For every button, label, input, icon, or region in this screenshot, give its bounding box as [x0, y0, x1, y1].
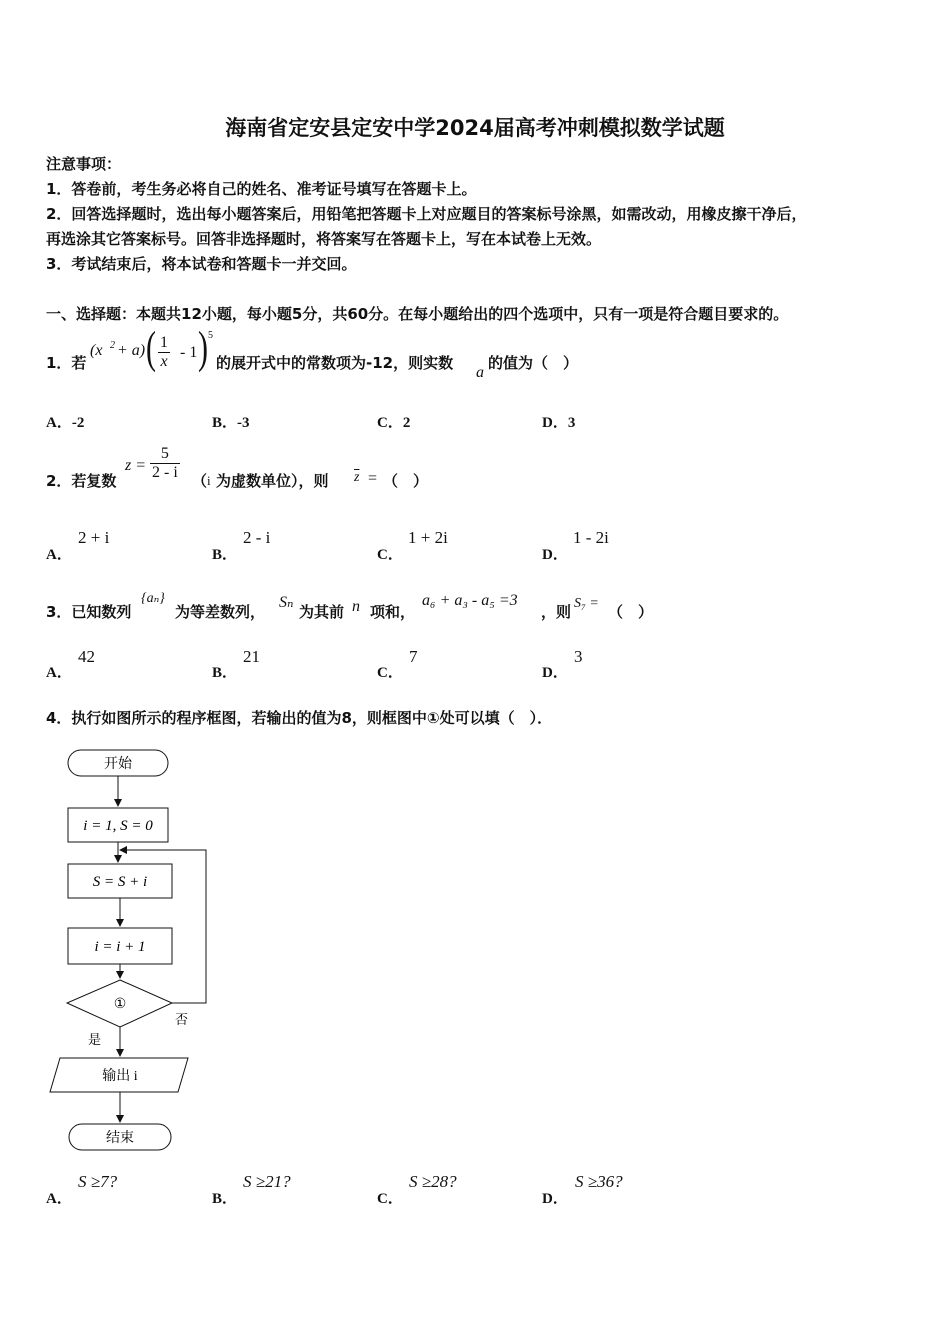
q3-condition: a₆ + a₃ - a₅ =3 [422, 592, 518, 609]
q3-text2: 为其前 [299, 603, 345, 621]
q2-option-a-value: 2 + i [78, 528, 110, 547]
q4-option-c-value: S ≥28? [409, 1172, 457, 1191]
section-heading: 一、选择题：本题共12小题，每小题5分，共60分。在每小题给出的四个选项中，只有一项是符合题目要求的。 [46, 305, 789, 323]
flow-yes-label: 是 [88, 1032, 102, 1047]
q3-number: 3．已知数列 [46, 603, 132, 621]
q3-option-b-label[interactable]: B． [212, 665, 238, 681]
q3-option-b-value: 21 [243, 647, 260, 666]
q2-option-b-value: 2 - i [243, 528, 271, 547]
q2-z-eq: z = [125, 457, 147, 474]
q2-option-d-label[interactable]: D． [542, 547, 568, 563]
q4-option-d-label[interactable]: D． [542, 1191, 568, 1207]
q4-option-b-value: S ≥21? [243, 1172, 291, 1191]
q1-option-d[interactable]: D．3 [542, 415, 576, 431]
q1-text: 的展开式中的常数项为-12，则实数 [216, 354, 454, 372]
q2-fraction: $\frac{5}{2 - i}$ [152, 445, 178, 481]
q3-s7: S₇ = [574, 596, 599, 611]
q2-paren: （ [192, 472, 208, 490]
q2-option-b-label[interactable]: B． [212, 547, 238, 563]
q3-text3: 项和， [370, 603, 416, 621]
q2-option-c-label[interactable]: C． [377, 547, 403, 563]
q3-sn: Sₙ [279, 594, 294, 611]
q2-zbar: $\overline{z}$ [354, 470, 360, 485]
notice-item-1: 1．答卷前，考生务必将自己的姓名、准考证号填写在答题卡上。 [46, 180, 477, 198]
q3-tail: （ ） [608, 603, 654, 621]
notice-heading: 注意事项： [46, 155, 122, 173]
flow-condition-text: ① [113, 997, 127, 1012]
q1-number: 1．若 [46, 354, 87, 372]
flow-step2-text: i = i + 1 [94, 939, 146, 955]
q1-expression: (x 2 + a) ( $\frac{1}{x}$ - 1 ) 5 [90, 323, 213, 373]
q4-option-d-value: S ≥36? [575, 1172, 623, 1191]
q3-option-c-label[interactable]: C． [377, 665, 403, 681]
q2-number: 2．若复数 [46, 472, 117, 490]
flow-init-text: i = 1, S = 0 [83, 818, 153, 834]
notice-item-3: 3．考试结束后，将本试卷和答题卡一并交回。 [46, 255, 357, 273]
q2-option-c-value: 1 + 2i [408, 528, 448, 547]
q3-option-c-value: 7 [409, 647, 418, 666]
notice-item-2-cont: 再选涂其它答案标号。回答非选择题时，将答案写在答题卡上，写在本试卷上无效。 [46, 230, 602, 248]
q1-var: a [476, 364, 484, 381]
q3-option-a-label[interactable]: A． [46, 665, 72, 681]
q3-option-d-value: 3 [574, 647, 583, 666]
q4-option-c-label[interactable]: C． [377, 1191, 403, 1207]
flow-end-text: 结束 [106, 1131, 134, 1146]
q3-option-d-label[interactable]: D． [542, 665, 568, 681]
q2-text: 为虚数单位），则 [216, 472, 329, 490]
q3-option-a-value: 42 [78, 647, 95, 666]
q1-option-b[interactable]: B．-3 [212, 415, 250, 431]
q3-sequence: {aₙ} [141, 591, 165, 606]
q2-option-d-value: 1 - 2i [573, 528, 609, 547]
q2-i-symbol: i [207, 473, 211, 488]
q1-tail: 的值为（ ） [488, 354, 579, 372]
q1-option-a[interactable]: A．-2 [46, 415, 85, 431]
q2-tail: （ ） [383, 472, 429, 490]
q4-text: 4．执行如图所示的程序框图，若输出的值为8，则框图中①处可以填（ ）． [46, 709, 553, 727]
q4-option-a-label[interactable]: A． [46, 1191, 72, 1207]
notice-item-2: 2．回答选择题时，选出每小题答案后，用铅笔把答题卡上对应题目的答案标号涂黑，如需改动，用橡皮擦干净后， [46, 205, 807, 223]
q4-flowchart [40, 740, 240, 1160]
q3-n: n [352, 598, 360, 615]
q2-eq: = [368, 470, 378, 487]
q4-option-a-value: S ≥7? [78, 1172, 118, 1191]
q4-option-b-label[interactable]: B． [212, 1191, 238, 1207]
q3-text4: ，则 [541, 603, 572, 621]
page-title: 海南省定安县定安中学2024届高考冲刺模拟数学试题 [225, 116, 725, 140]
flow-step1-text: S = S + i [92, 874, 148, 890]
q3-text1: 为等差数列， [175, 603, 266, 621]
flow-no-label: 否 [175, 1012, 189, 1027]
q1-option-c[interactable]: C．2 [377, 415, 411, 431]
flow-output-text: 输出 i [102, 1069, 138, 1084]
q2-option-a-label[interactable]: A． [46, 547, 72, 563]
flow-start-text: 开始 [104, 757, 132, 772]
